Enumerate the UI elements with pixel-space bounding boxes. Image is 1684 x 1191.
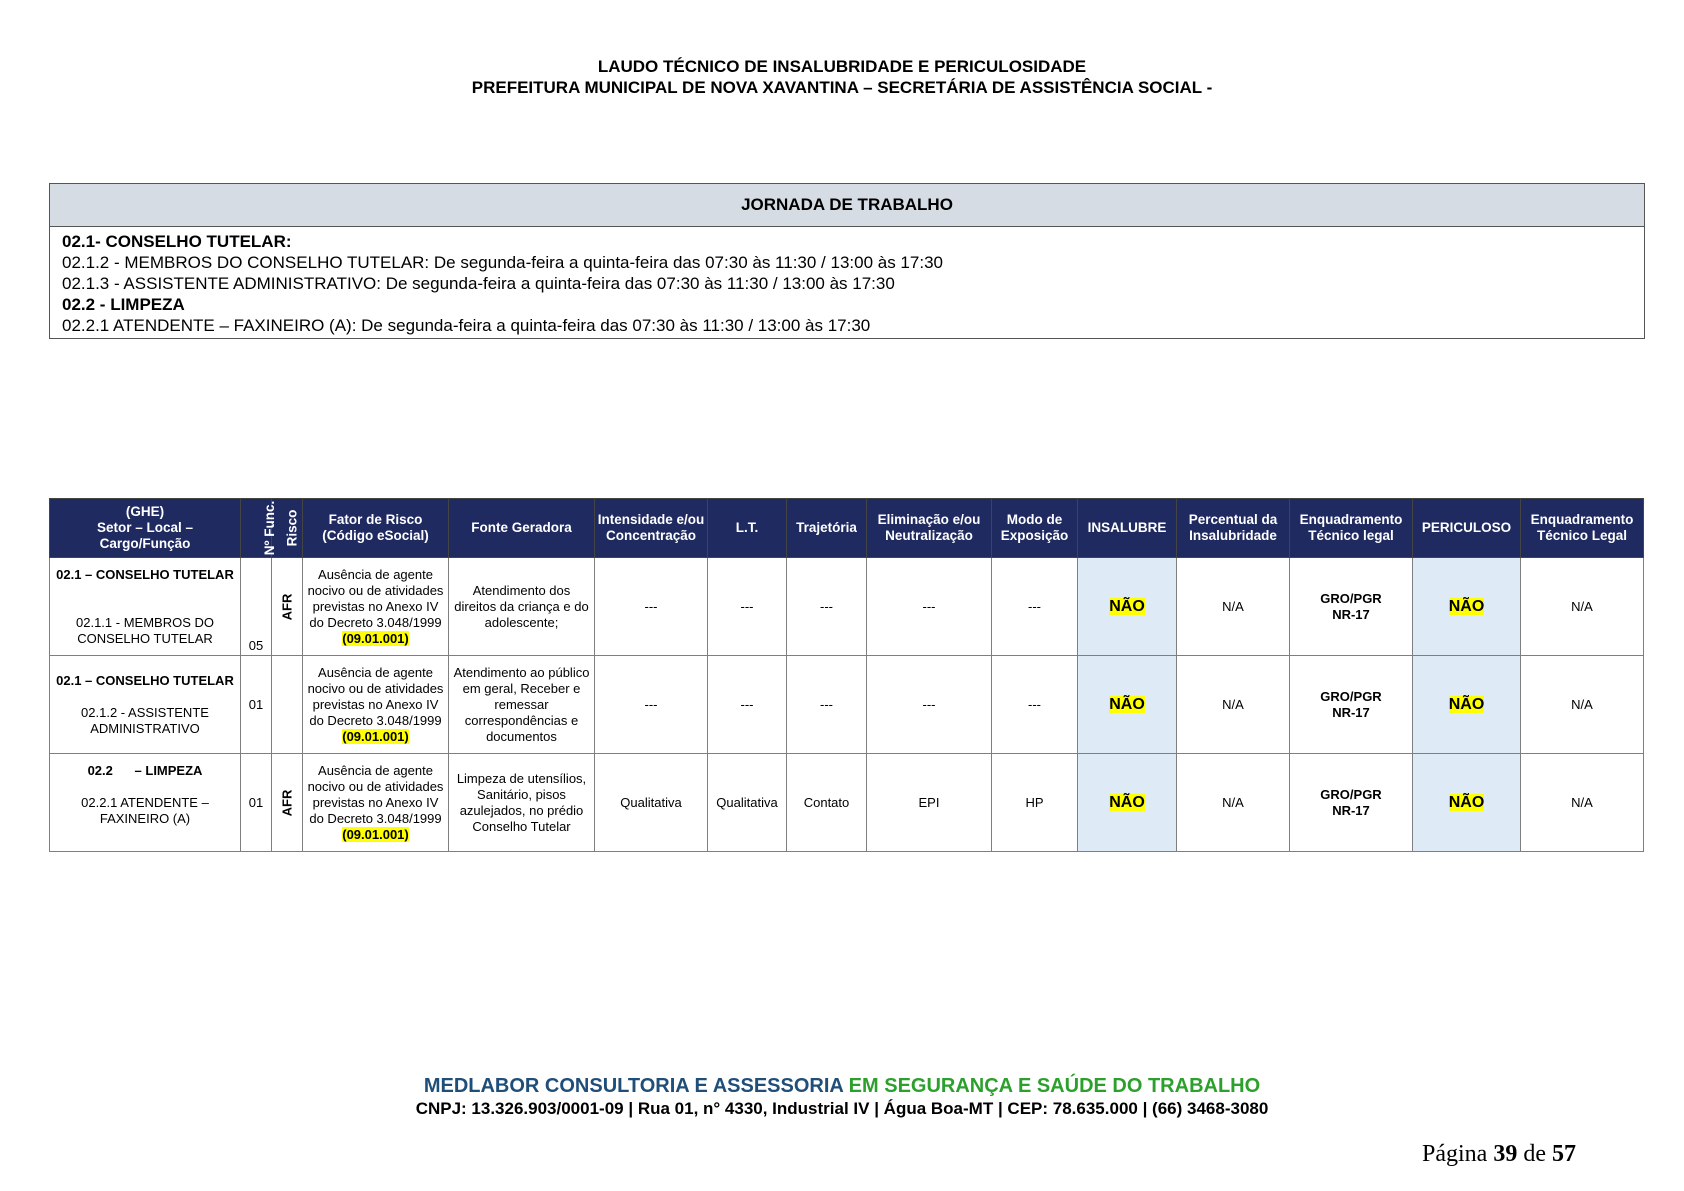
cell-enquadramento-1: GRO/PGR NR-17	[1290, 558, 1413, 656]
status-badge: NÃO	[1109, 793, 1145, 811]
status-badge: NÃO	[1109, 695, 1145, 713]
page-number: Página 39 de 57	[1422, 1141, 1576, 1167]
cell-risco	[272, 656, 303, 754]
cell-setor: 02.2 – LIMPEZA 02.2.1 ATENDENTE – FAXINEIRO (A)	[50, 754, 241, 852]
cell-periculoso	[1413, 656, 1521, 754]
cell-lt: ---	[708, 558, 787, 656]
status-badge: NÃO	[1448, 695, 1485, 713]
cell-insalubre	[1078, 656, 1177, 754]
cell-fonte: Atendimento dos direitos da criança e do adolescente;	[449, 558, 595, 656]
header-enquadramento-2: Enquadramento Técnico Legal	[1521, 499, 1644, 558]
header-enquadramento-1: Enquadramento Técnico legal	[1290, 499, 1413, 558]
cell-insalubre	[1078, 754, 1177, 852]
cell-setor: 02.1 – CONSELHO TUTELAR 02.1.2 - ASSISTENTE ADMINISTRATIVO	[50, 656, 241, 754]
work-schedule-body	[50, 227, 1644, 338]
table-row	[50, 754, 1644, 852]
header-risco: Risco	[272, 499, 303, 558]
cell-trajetoria: ---	[787, 656, 867, 754]
table-row	[50, 656, 1644, 754]
status-badge: NÃO	[1109, 597, 1145, 615]
cell-trajetoria: ---	[787, 558, 867, 656]
cell-periculoso	[1413, 558, 1521, 656]
cell-trajetoria: Contato	[787, 754, 867, 852]
company-name-green: EM SEGURANÇA E SAÚDE DO TRABALHO	[848, 1075, 1261, 1097]
cell-enquadramento-2: N/A	[1521, 754, 1644, 852]
status-badge: NÃO	[1448, 793, 1485, 811]
cell-enquadramento-2: N/A	[1521, 656, 1644, 754]
cell-nfunc: 01	[241, 656, 272, 754]
cell-fator: Ausência de agente nocivo ou de atividades previstas no Anexo IV do Decreto 3.048/1999 (09.01.001)	[303, 656, 449, 754]
cell-modo: ---	[992, 558, 1078, 656]
cell-eliminacao: ---	[867, 558, 992, 656]
cell-intensidade: ---	[595, 558, 708, 656]
header-fonte: Fonte Geradora	[449, 499, 595, 558]
cell-fator: Ausência de agente nocivo ou de atividades previstas no Anexo IV do Decreto 3.048/1999 (09.01.001)	[303, 754, 449, 852]
schedule-section-conselho: 02.1- CONSELHO TUTELAR:	[62, 232, 292, 251]
cell-risco: AFR	[272, 558, 303, 656]
cell-modo: ---	[992, 656, 1078, 754]
work-schedule-box	[49, 183, 1645, 339]
cell-enquadramento-1: GRO/PGR NR-17	[1290, 656, 1413, 754]
cell-periculoso	[1413, 754, 1521, 852]
table-row	[50, 558, 1644, 656]
cell-percentual: N/A	[1177, 558, 1290, 656]
table-header-row	[50, 499, 1644, 558]
schedule-line-membros: 02.1.2 - MEMBROS DO CONSELHO TUTELAR: De segunda-feira a quinta-feira das 07:30 às 11:30 / 13:00 às 17:30	[62, 253, 943, 272]
cell-fonte: Limpeza de utensílios, Sanitário, pisos azulejados, no prédio Conselho Tutelar	[449, 754, 595, 852]
company-address: CNPJ: 13.326.903/0001-09 | Rua 01, n° 4330, Industrial IV | Água Boa-MT | CEP: 78.635.000 | (66) 3468-3080	[415, 1099, 1269, 1118]
header-fator: Fator de Risco (Código eSocial)	[303, 499, 449, 558]
header-trajetoria: Trajetória	[787, 499, 867, 558]
schedule-line-faxineiro: 02.2.1 ATENDENTE – FAXINEIRO (A): De segunda-feira a quinta-feira das 07:30 às 11:30 / 13:00 às 17:30	[62, 316, 871, 335]
cell-nfunc: 01	[241, 754, 272, 852]
cell-nfunc: 05	[241, 558, 272, 656]
header-ghe: (GHE) Setor – Local – Cargo/Função	[50, 499, 241, 558]
header-insalubre: INSALUBRE	[1078, 499, 1177, 558]
cell-intensidade: Qualitativa	[595, 754, 708, 852]
company-name	[0, 1075, 1684, 1098]
schedule-line-assistente: 02.1.3 - ASSISTENTE ADMINISTRATIVO: De segunda-feira a quinta-feira das 07:30 às 11:30 / 13:00 às 17:30	[62, 274, 895, 293]
work-schedule-title: JORNADA DE TRABALHO	[50, 184, 1644, 227]
cell-insalubre	[1078, 558, 1177, 656]
cell-fator: Ausência de agente nocivo ou de atividades previstas no Anexo IV do Decreto 3.048/1999 (09.01.001)	[303, 558, 449, 656]
header-intensidade: Intensidade e/ou Concentração	[595, 499, 708, 558]
cell-percentual: N/A	[1177, 754, 1290, 852]
header-percentual: Percentual da Insalubridade	[1177, 499, 1290, 558]
cell-risco: AFR	[272, 754, 303, 852]
cell-fonte: Atendimento ao público em geral, Receber e remessar correspondências e documentos	[449, 656, 595, 754]
cell-enquadramento-2: N/A	[1521, 558, 1644, 656]
cell-eliminacao: ---	[867, 656, 992, 754]
cell-enquadramento-1: GRO/PGR NR-17	[1290, 754, 1413, 852]
cell-eliminacao: EPI	[867, 754, 992, 852]
header-eliminacao: Eliminação e/ou Neutralização	[867, 499, 992, 558]
header-nfunc: Nº Func.	[241, 499, 272, 558]
company-name-blue: MEDLABOR CONSULTORIA E ASSESSORIA	[423, 1075, 844, 1097]
cell-lt: Qualitativa	[708, 754, 787, 852]
report-subtitle: PREFEITURA MUNICIPAL DE NOVA XAVANTINA – SECRETÁRIA DE ASSISTÊNCIA SOCIAL -	[471, 78, 1213, 97]
cell-setor: 02.1 – CONSELHO TUTELAR 02.1.1 - MEMBROS DO CONSELHO TUTELAR	[50, 558, 241, 656]
report-title: LAUDO TÉCNICO DE INSALUBRIDADE E PERICULOSIDADE	[597, 57, 1087, 76]
status-badge: NÃO	[1448, 597, 1485, 615]
cell-modo: HP	[992, 754, 1078, 852]
cell-intensidade: ---	[595, 656, 708, 754]
header-periculoso: PERICULOSO	[1413, 499, 1521, 558]
cell-percentual: N/A	[1177, 656, 1290, 754]
risk-assessment-table	[49, 498, 1644, 852]
header-modo: Modo de Exposição	[992, 499, 1078, 558]
document-header	[0, 56, 1684, 98]
header-lt: L.T.	[708, 499, 787, 558]
cell-lt: ---	[708, 656, 787, 754]
schedule-section-limpeza: 02.2 - LIMPEZA	[62, 295, 185, 314]
